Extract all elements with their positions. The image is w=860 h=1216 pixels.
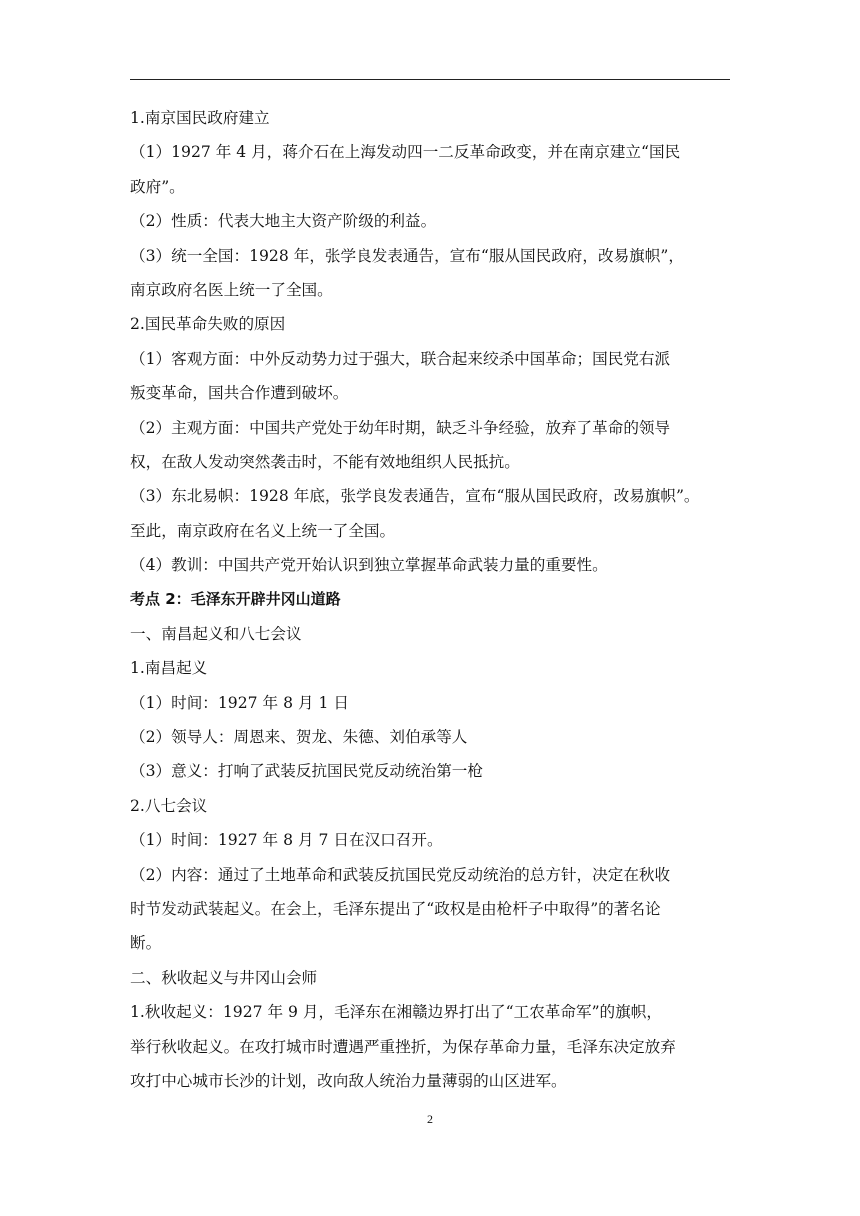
section-title: 1.南昌起义 xyxy=(130,659,208,678)
header-rule xyxy=(130,79,730,80)
paragraph-line: 1.秋收起义：1927 年 9 月，毛泽东在湘赣边界打出了“工农革命军”的旗帜， xyxy=(130,1003,662,1022)
section-title: 2.国民革命失败的原因 xyxy=(130,315,286,334)
paragraph-line: 攻打中心城市长沙的计划，改向敌人统治力量薄弱的山区进军。 xyxy=(130,1071,567,1090)
paragraph-line: 南京政府名医上统一了全国。 xyxy=(130,280,333,299)
section-title: 1.南京国民政府建立 xyxy=(130,109,270,127)
paragraph-line: （1）时间：1927 年 8 月 7 日在汉口召开。 xyxy=(130,831,443,850)
paragraph-line: （1）客观方面：中外反动势力过于强大，联合起来绞杀中国革命；国民党右派 xyxy=(130,349,671,368)
paragraph-line: 断。 xyxy=(130,934,162,953)
page-number: 2 xyxy=(427,1112,433,1126)
document-body xyxy=(130,101,730,1098)
paragraph-line: （1）时间：1927 年 8 月 1 日 xyxy=(130,693,349,712)
paragraph-line: （2）性质：代表大地主大资产阶级的利益。 xyxy=(130,212,437,231)
paragraph-line: （3）统一全国：1928 年，张学良发表通告，宣布“服从国民政府，改易旗帜”， xyxy=(130,246,684,265)
paragraph-line: 叛变革命，国共合作遭到破坏。 xyxy=(130,384,349,403)
paragraph-line: （4）教训：中国共产党开始认识到独立掌握革命武装力量的重要性。 xyxy=(130,556,608,575)
section-heading: 二、秋收起义与井冈山会师 xyxy=(130,968,318,987)
section-title: 2.八七会议 xyxy=(130,796,208,815)
paragraph-line: 至此，南京政府在名义上统一了全国。 xyxy=(130,521,396,540)
topic-heading: 考点 2：毛泽东开辟井冈山道路 xyxy=(130,590,341,609)
paragraph-line: （3）东北易帜：1928 年底，张学良发表通告，宣布“服从国民政府，改易旗帜”。 xyxy=(130,487,700,506)
paragraph-line: 权，在敌人发动突然袭击时，不能有效地组织人民抵抗。 xyxy=(130,452,520,471)
paragraph-line: 时节发动武装起义。在会上，毛泽东提出了“政权是由枪杆子中取得”的著名论 xyxy=(130,899,661,918)
paragraph-line: （2）内容：通过了土地革命和武装反抗国民党反动统治的总方针，决定在秋收 xyxy=(130,865,671,884)
paragraph-line: （3）意义：打响了武装反抗国民党反动统治第一枪 xyxy=(130,762,483,781)
paragraph-line: （2）主观方面：中国共产党处于幼年时期，缺乏斗争经验，放弃了革命的领导 xyxy=(130,418,671,437)
paragraph-line: 举行秋收起义。在攻打城市时遭遇严重挫折，为保存革命力量，毛泽东决定放弃 xyxy=(130,1037,676,1056)
section-heading: 一、南昌起义和八七会议 xyxy=(130,624,302,643)
paragraph-line: （2）领导人：周恩来、贺龙、朱德、刘伯承等人 xyxy=(130,728,468,747)
paragraph-line: （1）1927 年 4 月，蒋介石在上海发动四一二反革命政变，并在南京建立“国民 xyxy=(130,143,681,162)
paragraph-line: 政府”。 xyxy=(130,177,185,196)
